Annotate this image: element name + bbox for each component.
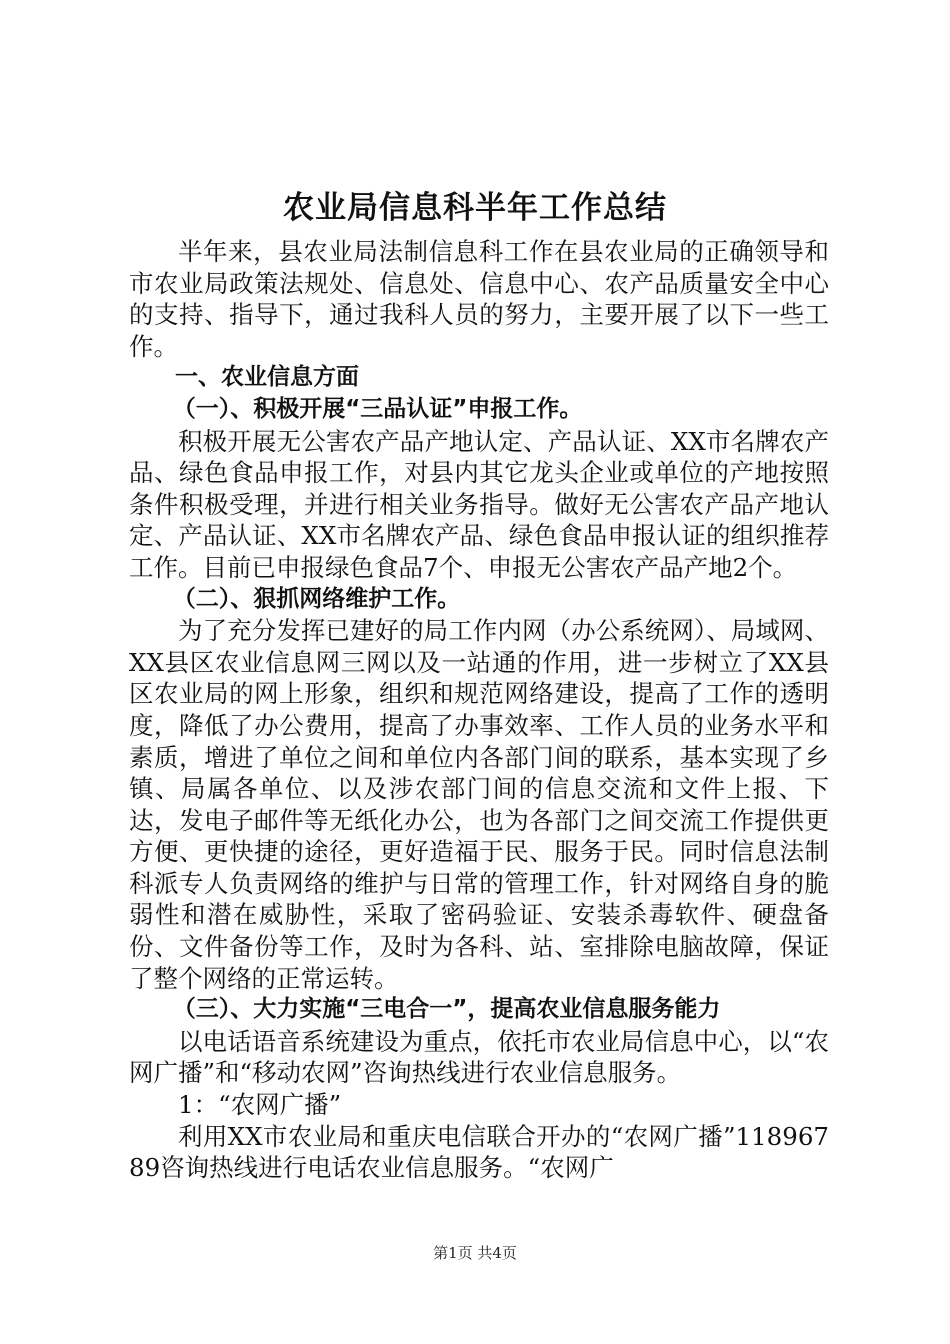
item-heading-1: 1：“农网广播” bbox=[178, 1090, 342, 1120]
subsection-heading-3: （三）、大力实施“三电合一”，提高农业信息服务能力 bbox=[172, 996, 721, 1023]
network-paragraph: 为了充分发挥已建好的局工作内网（办公系统网）、局域网、XX县区农业信息网三网以及一站通的作用，进一步树立了XX县区农业局的网上形象，组织和规范网络建设，提高了工作的透明度，降低了办公费用，提高了办事效率、工作人员的业务水平和素质，增进了单位之间和单位内各部门间的联系，基本实现了乡镇、局属各单位、以及涉农部门间的信息交流和文件上报、下达，发电子邮件等无纸化办公，也为各部门之间交流工作提供更方便、更快捷的途径，更好造福于民、服务于民。同时信息法制科派专人负责网络的维护与日常的管理工作，针对网络自身的脆弱性和潜在威胁性，采取了密码验证、安装杀毒软件、硬盘备份、文件备份等工作，及时为各科、站、室排除电脑故障，保证了整个网络的正常运转。 bbox=[129, 616, 829, 993]
subsection-heading-1: （一）、积极开展“三品认证”申报工作。 bbox=[172, 395, 583, 422]
document-title: 农业局信息科半年工作总结 bbox=[283, 190, 667, 226]
subsection-heading-2: （二）、狠抓网络维护工作。 bbox=[172, 585, 461, 612]
phone-system-paragraph: 以电话语音系统建设为重点，依托市农业局信息中心，以“农网广播”和“移动农网”咨询热线进行农业信息服务。 bbox=[129, 1026, 829, 1088]
intro-paragraph: 半年来，县农业局法制信息科工作在县农业局的正确领导和市农业局政策法规处、信息处、信息中心、农产品质量安全中心的支持、指导下，通过我科人员的努力，主要开展了以下一些工作。 bbox=[129, 237, 829, 361]
certification-paragraph: 积极开展无公害农产品产地认定、产品认证、XX市名牌农产品、绿色食品申报工作，对县内其它龙头企业或单位的产地按照条件积极受理，并进行相关业务指导。做好无公害农产品产地认定、产品认证、XX市名牌农产品、绿色食品申报认证的组织推荐工作。目前已申报绿色食品7个、申报无公害农产品产地2个。 bbox=[129, 426, 829, 582]
document-body bbox=[129, 236, 829, 1184]
page-footer: 第1页 共4页 bbox=[433, 1244, 517, 1262]
section-heading-1: 一、农业信息方面 bbox=[175, 364, 359, 391]
broadcast-paragraph: 利用XX市农业局和重庆电信联合开办的“农网广播”11896789咨询热线进行电话农业信息服务。“农网广 bbox=[129, 1121, 829, 1183]
